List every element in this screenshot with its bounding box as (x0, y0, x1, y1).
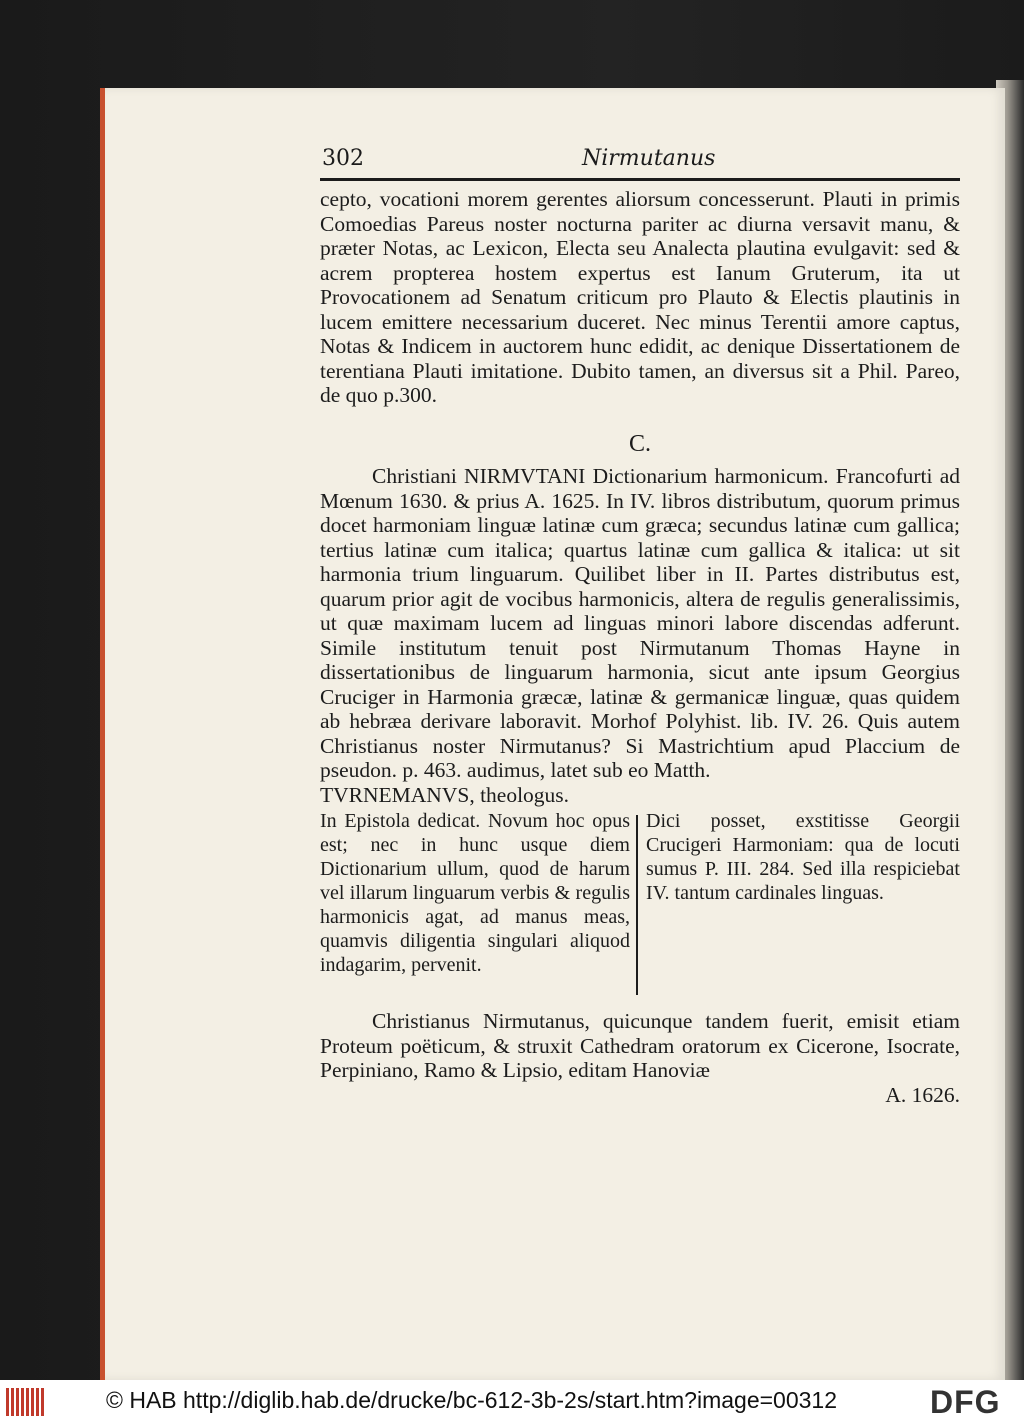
paragraph-closing: Christianus Nirmutanus, quicunque tandem fuerit, emisit etiam Proteum poëticum, & struxit Cathedram oratorum ex Cicerone, Isocrate, Perpiniano, Ramo & Lipsio, editam Hanoviæ (320, 1009, 960, 1082)
paragraph-nirmutani: Christiani NIRMVTANI Dictionarium harmonicum. Francofurti ad Mœnum 1630. & prius A. 1625. In IV. libros distributum, quorum primus docet harmoniam linguæ latinæ cum græca; secundus latinæ cum gallica; tertius latinæ cum italica; quartus latinæ cum gallica & italica: ut sit harmonia trium linguarum. Quilibet liber in II. Partes distributus est, quarum prior agit de vocibus harmonicis, altera de regulis generalissimis, ut quæ maximam lucem ad linguas minori labore discendas adferunt. Simile institutum tenuit post Nirmutanum Thomas Hayne in dissertationibus de linguarum harmonia, sicut ante ipsum Georgius Cruciger in Harmonia græcæ, latinæ & germanicæ linguæ, quas quidem ab hebræa derivare laboravit. Morhof Polyhist. lib. IV. 26. Quis autem Christianus noster Nirmutanus? Si Mastrichtium apud Placcium de pseudon. p. 463. audimus, latet sub eo Matth. (320, 464, 960, 782)
left-column-note (320, 809, 630, 977)
catchword: A. 1626. (885, 1082, 960, 1107)
page-body (320, 187, 960, 1107)
right-column-text: Dici posset, exstitisse Georgii Crucigeri Harmoniam: qua de locuti sumus P. III. 284. Sed illa respiciebat IV. tantum cardinales linguas. (646, 810, 960, 904)
barcode-icon (6, 1388, 46, 1416)
section-letter: C. (628, 430, 651, 457)
running-title: Nirmutanus (582, 146, 716, 171)
right-column-note (646, 809, 960, 905)
left-column-text: In Epistola dedicat. Novum hoc opus est; nec in hunc usque diem Dictionarium ullum, quod de harum vel illarum linguarum verbis & regulis harmonicis agat, ad manus meas, quamvis diligentia singulari aliquod indagarim, pervenit. (320, 810, 630, 976)
paragraph-signature: TVRNEMANVS, theologus. (320, 782, 570, 807)
dfg-logo: DFG (930, 1384, 1001, 1420)
head-rule (320, 178, 960, 181)
two-column-notes (320, 809, 960, 1005)
column-divider (636, 815, 638, 995)
footer-bar (0, 1380, 1024, 1425)
running-head (320, 146, 960, 182)
page-number: 302 (322, 146, 364, 171)
footer-credit-link[interactable]: © HAB http://diglib.hab.de/drucke/bc-612-3b-2s/start.htm?image=00312 (106, 1387, 838, 1413)
paragraph-pareus: cepto, vocationi morem gerentes aliorsum concesserunt. Plauti in primis Comoedias Pareus noster nocturna pariter ac diurna versavit manu, & præter Notas, ac Lexicon, Electa seu Analecta plautina evulgavit: sed & acrem propterea hostem expertus est Ianum Gruterum, ita ut Provocationem ad Senatum criticum pro Plauto & Electis plautinis in lucem emittere necessarium duceret. Nec minus Terentii amore captus, Notas & Indicem in auctorem hunc edidit, ac denique Dissertationem de terentiana Plauti imitatione. Dubito tamen, an diversus sit a Phil. Pareo, de quo p.300. (320, 187, 960, 407)
